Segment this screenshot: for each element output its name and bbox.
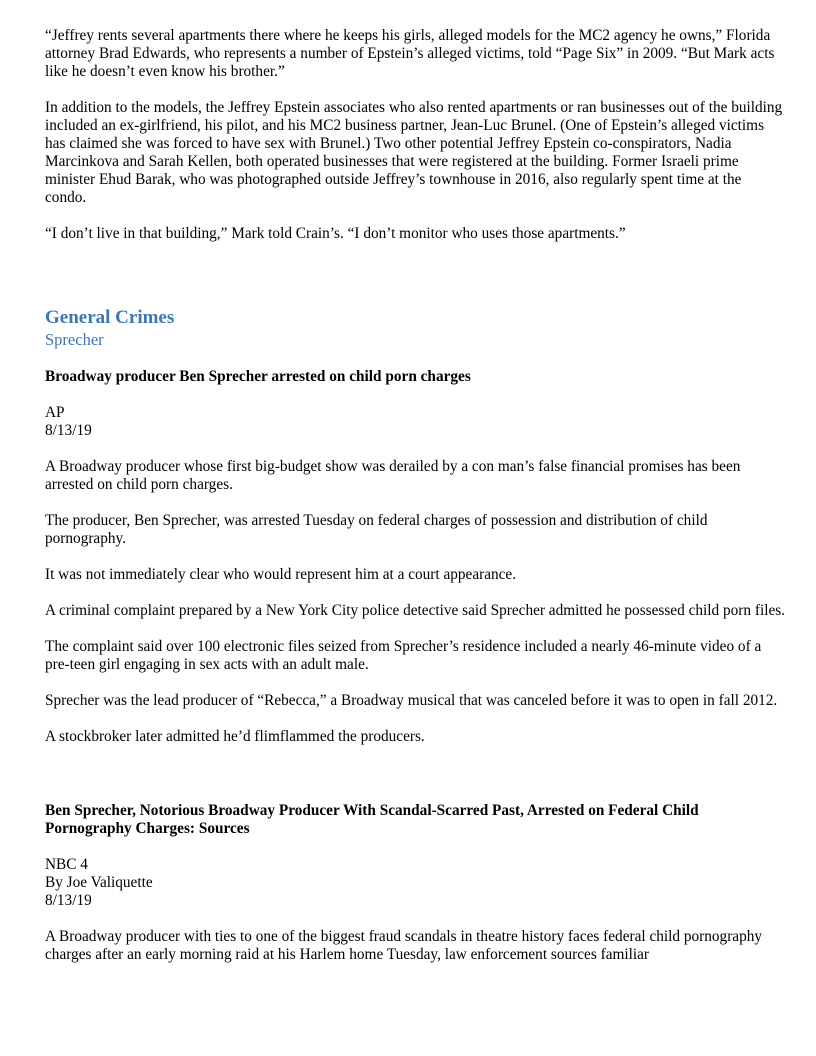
article-paragraph: Sprecher was the lead producer of “Rebecca,” a Broadway musical that was canceled before it was to open in fall 2012. <box>45 692 778 709</box>
article-source: NBC 4 <box>45 856 88 873</box>
article-paragraph: A Broadway producer with ties to one of the biggest fraud scandals in theatre history faces federal child pornography charges after an early morning raid at his Harlem home Tuesday, law enforcement sources familiar <box>45 928 763 963</box>
article-meta <box>45 404 785 440</box>
document-page <box>45 27 785 982</box>
section-subheading: Sprecher <box>45 330 104 349</box>
intro-paragraph: In addition to the models, the Jeffrey Epstein associates who also rented apartments or ran businesses out of the building included an ex-girlfriend, his pilot, and his MC2 business partner, Jean-Luc Brunel. (One of Epstein’s alleged victims has claimed she was forced to have sex with Brunel.) Two other potential Jeffrey Epstein co-conspirators, Nadia Marcinkova and Sarah Kellen, both operated businesses that were registered at the building. Former Israeli prime minister Ehud Barak, who was photographed outside Jeffrey’s townhouse in 2016, also regularly spent time at the condo. <box>45 99 783 206</box>
intro-paragraph: “I don’t live in that building,” Mark told Crain’s. “I don’t monitor who uses those apartments.” <box>45 225 626 242</box>
article-paragraph: The complaint said over 100 electronic files seized from Sprecher’s residence included a nearly 46-minute video of a pre-teen girl engaging in sex acts with an adult male. <box>45 638 762 673</box>
article-source: AP <box>45 404 65 421</box>
article-date: 8/13/19 <box>45 422 92 439</box>
article-title: Broadway producer Ben Sprecher arrested on child porn charges <box>45 368 471 385</box>
article-paragraph: A stockbroker later admitted he’d flimflammed the producers. <box>45 728 425 745</box>
article-paragraph: It was not immediately clear who would represent him at a court appearance. <box>45 566 517 583</box>
article-date: 8/13/19 <box>45 892 92 909</box>
article-paragraph: The producer, Ben Sprecher, was arrested Tuesday on federal charges of possession and distribution of child pornography. <box>45 512 708 547</box>
section-gap <box>45 261 785 307</box>
article-gap <box>45 764 785 802</box>
article-meta <box>45 856 785 910</box>
section-heading: General Crimes <box>45 307 175 328</box>
article-byline: By Joe Valiquette <box>45 874 153 891</box>
article-paragraph: A criminal complaint prepared by a New York City police detective said Sprecher admitted he possessed child porn files. <box>45 602 786 619</box>
intro-paragraph: “Jeffrey rents several apartments there where he keeps his girls, alleged models for the MC2 agency he owns,” Florida attorney Brad Edwards, who represents a number of Epstein’s alleged victims, told “Page Six” in 2009. “But Mark acts like he doesn’t even know his brother.” <box>45 27 775 80</box>
article-title: Ben Sprecher, Notorious Broadway Producer With Scandal-Scarred Past, Arrested on Federal Child Pornography Charges: Sources <box>45 802 699 837</box>
article-paragraph: A Broadway producer whose first big-budget show was derailed by a con man’s false financial promises has been arrested on child porn charges. <box>45 458 741 493</box>
